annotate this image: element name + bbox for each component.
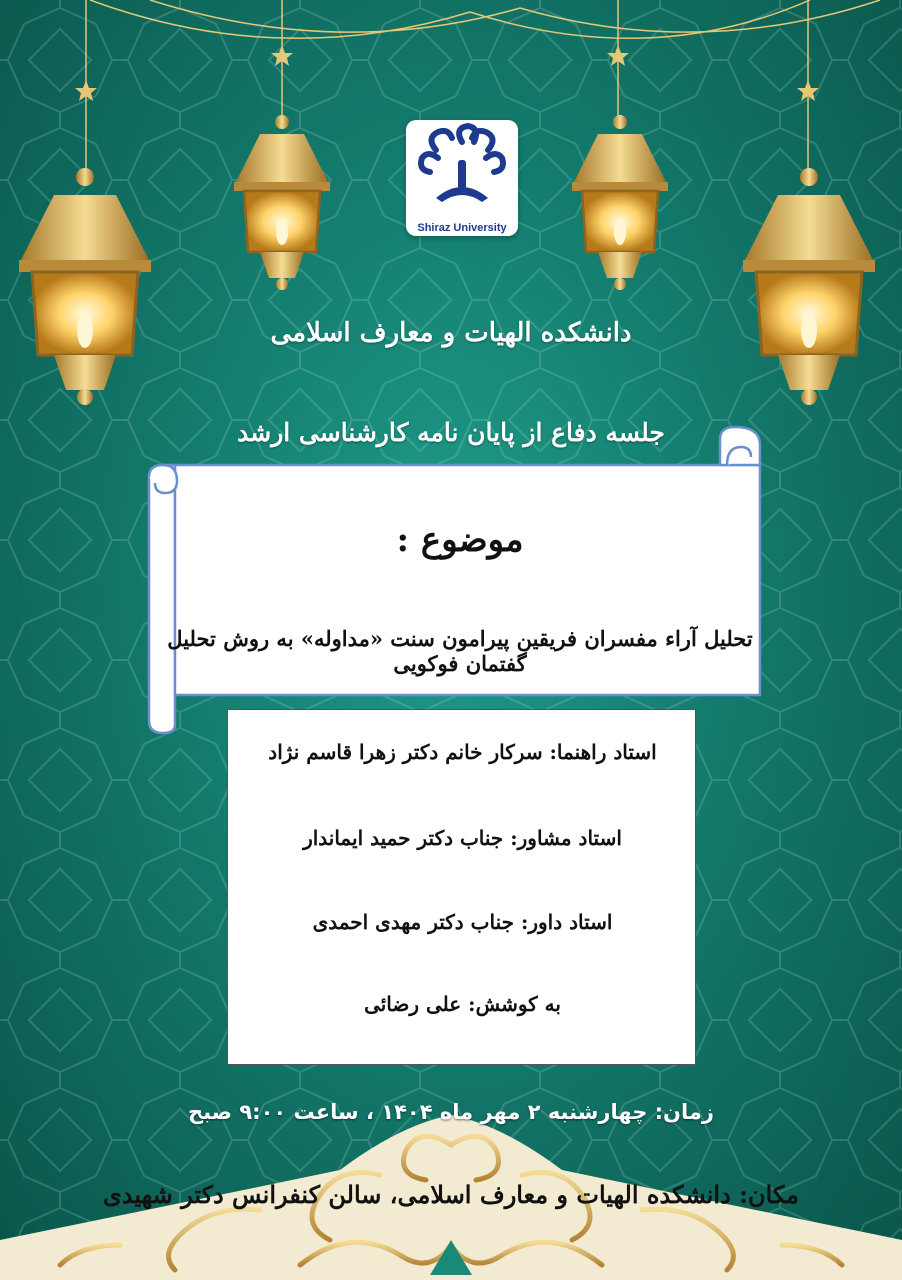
university-logo	[406, 120, 518, 236]
committee-box	[227, 709, 696, 1065]
examiner-line: استاد داور: جناب دکتر مهدی احمدی	[312, 910, 613, 934]
author-line: به کوشش: علی رضائی	[364, 992, 561, 1016]
star-icon	[75, 45, 819, 101]
logo-text: Shiraz University	[417, 222, 507, 234]
lantern-icon	[14, 165, 156, 410]
event-place: مکان: دانشکده الهیات و معارف اسلامی، سالن کنفرانس دکتر شهیدی	[102, 1180, 800, 1209]
lantern-icon	[230, 112, 334, 292]
subject-title: تحلیل آراء مفسران فریقین پیرامون سنت «مداوله» به روش تحلیل گفتمان فوکویی	[167, 626, 753, 676]
supervisor-line: استاد راهنما: سرکار خانم دکتر زهرا قاسم نژاد	[268, 740, 657, 764]
lantern-icon	[738, 165, 880, 410]
scroll-banner	[135, 425, 763, 735]
university-tree-emblem	[406, 120, 518, 218]
lantern-icon	[568, 112, 672, 292]
advisor-line: استاد مشاور: جناب دکتر حمید ایماندار	[303, 826, 622, 850]
session-title: جلسه دفاع از پایان نامه کارشناسی ارشد	[237, 418, 665, 447]
subject-label: موضوع :	[396, 520, 524, 560]
event-time: زمان: چهارشنبه ۲ مهر ماه ۱۴۰۴ ، ساعت ۹:۰۰ صبح	[188, 1100, 714, 1124]
faculty-title: دانشکده الهیات و معارف اسلامی	[270, 318, 632, 348]
